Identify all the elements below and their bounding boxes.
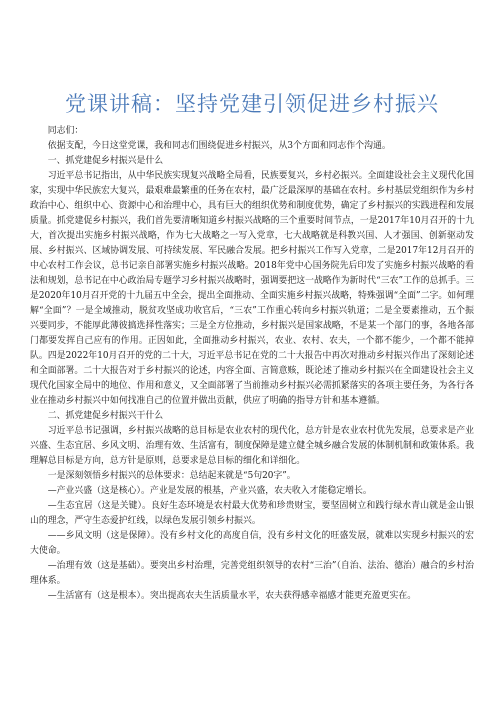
requirement-item: —生活富有（这是根本）。突出提高农夫生活质量水平，农夫获得感幸福感才能更充盈更实在。 (47, 591, 417, 601)
salutation: 同志们： (47, 126, 84, 136)
section-1-paragraph: 习近平总书记指出，从中华民族实现复兴战略全局看，民族要复兴，乡村必振兴。全面建设社会主义现代化国家，实现中华民族宏大复兴，最艰难最繁重的任务在农村，最广泛最深厚的基础在农村。乡村基层党组织作为乡村政治中心、组织中心、资源中心和治理中心，具有巨大的组织优势和制度优势，确定了乡村振兴的实践进程和发展质量。抓党建促乡村振兴，我们首先要清晰知道乡村振兴战略的三个重要时间节点，一是2017年10月召开的十九大，首次提出实施乡村振兴战略，作为七大战略之一写入党章，七大战略就是科教兴国、人才强国、创新驱动发展、乡村振兴、区域协调发展、可持续发展、军民融合发展。把乡村振兴工作写入党章，二是2017年12月召开的中心农村工作会议，总书记亲自部署实施乡村振兴战略。2018年党中心国务院先后印发了实施乡村振兴战略的看法和规划，总书记在中心政治局专题学习乡村振兴战略时，强调要把这一战略作为新时代“三农”工作的总抓手。三是2020年10月召开党的十九届五中全会，提出全面推动、全面实施乡村振兴战略，特殊强调“全面”二字。如何理解“全面”？一是全域推动，脱贫攻坚成功收官后，“三农”工作重心转向乡村振兴轨道；二是全要素推动，五个振兴要同步，不能厚此薄彼搞选择性落实；三是全方位推动，乡村振兴是国家战略，不是某一个部门的事，各地各部门都要发挥自己应有的作用。正因如此，全面推动乡村振兴，农业、农村、农夫，一个都不能少，一个都不能掉队。四是2022年10月召开的党的二十大，习近平总书记在党的二十大报告中再次对推动乡村振兴作出了深刻论述和全面部署。二十大报告对于乡村振兴的论述，内容全面、言简意赅，既论述了推动乡村振兴在全面建设社会主义现代化国家全局中的地位、作用和意义，又全面部署了当前推动乡村振兴必需抓紧落实的各项主要任务，为各行各业在推动乡村振兴中如何找准自己的位置并做出贡献，供应了明确的指导方针和基本遵循。 (30, 171, 474, 406)
document-title: 党课讲稿：坚持党建引领促进乡村振兴 (65, 92, 439, 116)
requirement-item: —产业兴盛（这是核心）。产业是发展的根基，产业兴盛，农夫收入才能稳定增长。 (47, 486, 372, 496)
requirement-item: —治理有效（这是基础）。要突出乡村治理，完善党组织领导的农村“三治”（自治、法治、德治）融合的乡村治理体系。 (30, 561, 474, 586)
document-body (30, 124, 474, 604)
intro-paragraph: 依据支配，今日这堂党课，我和同志们围绕促进乡村振兴，从3个方面和同志作个沟通。 (47, 141, 391, 151)
section-heading-1: 一、抓党建促乡村振兴是什么 (47, 156, 164, 166)
requirement-item: —生态宜居（这是关键）。良好生态环境是农村最大优势和珍贵财宝，要坚固树立和践行绿水青山就是金山银山的理念，严守生态爱护红线，以绿色发展引领乡村振兴。 (30, 501, 474, 526)
requirement-item: ——乡风文明（这是保障）。没有乡村文化的高度自信，没有乡村文化的旺盛发展，就难以实现乡村振兴的宏大使命。 (30, 531, 474, 556)
section-2-paragraph: 习近平总书记强调，乡村振兴战略的总目标是农业农村的现代化，总方针是农业农村优先发展，总要求是产业兴盛、生态宜居、乡风文明、治理有效、生活富有，制度保障是建立健全城乡融合发展的体制机制和政策体系。我理解总目标是方向，总方针是原则，总要求是总目标的细化和详细化。 (30, 426, 474, 466)
section-heading-2: 二、抓党建促乡村振兴干什么 (47, 411, 164, 421)
requirements-intro: 一是深刻领悟乡村振兴的总体要求：总结起来就是“5句20字”。 (47, 471, 296, 481)
